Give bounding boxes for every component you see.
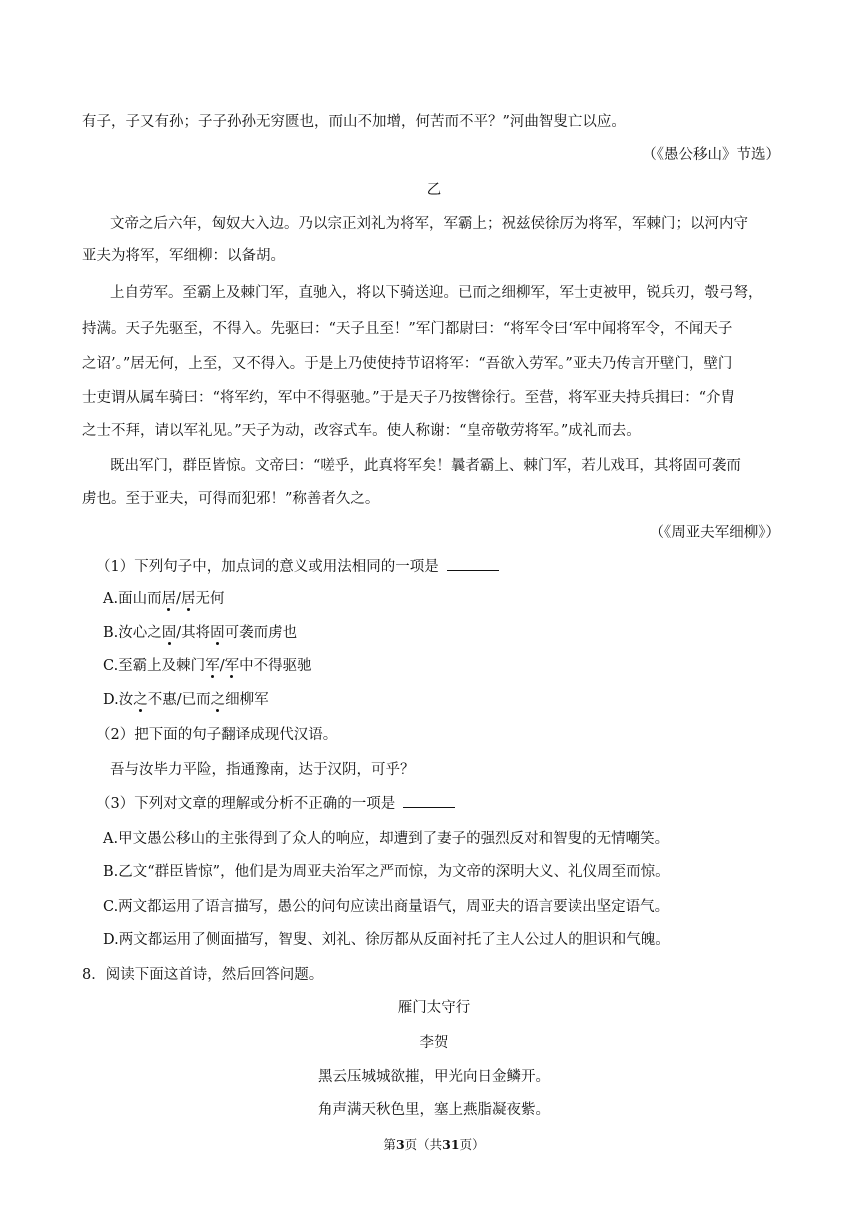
poem-author: 李贺 [419,1035,449,1051]
question-8-stem: 8．阅读下面这首诗，然后回答问题。 [82,967,324,983]
passage-b-label: 乙 [426,182,442,198]
question-3-option-d: D.两文都运用了侧面描写，智叟、刘礼、徐厉都从反面衬托了主人公过人的胆识和气魄。 [103,932,670,948]
question-3-option-a: A.甲文愚公移山的主张得到了众人的响应，却遭到了妻子的强烈反对和智叟的无情嘲笑。 [103,831,670,847]
passage-b-line: 既出军门，群臣皆惊。文帝曰：“嗟乎，此真将军矣！曩者霸上、棘门军，若儿戏耳，其将固可袭而 [110,458,741,474]
question-1-option-b: B.汝心之固/其将固可袭而虏也 [103,625,298,641]
passage-b-line: 持满。天子先驱至，不得入。先驱曰：“天子且至！”军门都尉曰：“将军令曰‘军中闻将军令，不闻天子 [82,321,733,337]
answer-blank [403,793,455,808]
passage-a-tail: 有子，子又有孙；子子孙孙无穷匮也，而山不加增，何苦而不平？”河曲智叟亡以应。 [82,114,626,130]
poem-line: 角声满天秋色里，塞上燕脂凝夜紫。 [318,1102,550,1118]
question-3-stem: （3）下列对文章的理解或分析不正确的一项是 [96,793,455,814]
poem-title: 雁门太守行 [397,1000,471,1016]
question-2-stem: （2）把下面的句子翻译成现代汉语。 [96,727,338,743]
question-1-option-a: A.面山而居/居无何 [103,591,225,607]
question-2-sentence: 吾与汝毕力平险，指通豫南，达于汉阴，可乎？ [110,762,415,778]
question-3-option-c: C.两文都运用了语言描写，愚公的问句应读出商量语气，周亚夫的语言要读出坚定语气。 [103,899,670,915]
passage-a-source: （《愚公移山》节选） [642,147,780,163]
passage-b-source: （《周亚夫军细柳》） [649,525,780,541]
question-3-option-b: B.乙文“群臣皆惊”，他们是为周亚夫治军之严而惊，为文帝的深明大义、礼仪周至而惊。 [103,864,670,880]
question-1-stem: （1）下列句子中，加点词的意义或用法相同的一项是 [96,556,499,577]
question-1-option-c: C.至霸上及棘门军/军中不得驱驰 [103,658,312,674]
passage-b-line: 士吏谓从属车骑曰：“将军约，军中不得驱驰。”于是天子乃按辔徐行。至营，将军亚夫持兵揖曰：“介胄 [82,390,735,406]
page-footer: 第3页（共31页） [383,1137,485,1152]
passage-b-line: 之诏’。”居无何，上至，又不得入。于是上乃使使持节诏将军：“吾欲入劳军。”亚夫乃传言开壁门，壁门 [82,356,733,372]
question-1-option-d: D.汝之不惠/已而之细柳军 [103,692,269,708]
passage-b-line: 之士不拜，请以军礼见。”天子为动，改容式车。使人称谢：“皇帝敬劳将军。”成礼而去。 [82,423,641,439]
passage-b-line: 亚夫为将军，军细柳：以备胡。 [82,248,285,264]
passage-b-line: 文帝之后六年，匈奴大入边。乃以宗正刘礼为将军，军霸上；祝兹侯徐厉为将军，军棘门；以河内守 [110,216,748,232]
passage-b-line: 上自劳军。至霸上及棘门军，直驰入，将以下骑送迎。已而之细柳军，军士吏被甲，锐兵刃，彀弓弩， [110,285,763,301]
answer-blank [447,556,499,571]
passage-b-line: 虏也。至于亚夫，可得而犯邪！”称善者久之。 [82,491,380,507]
poem-line: 黑云压城城欲摧，甲光向日金鳞开。 [318,1069,550,1085]
